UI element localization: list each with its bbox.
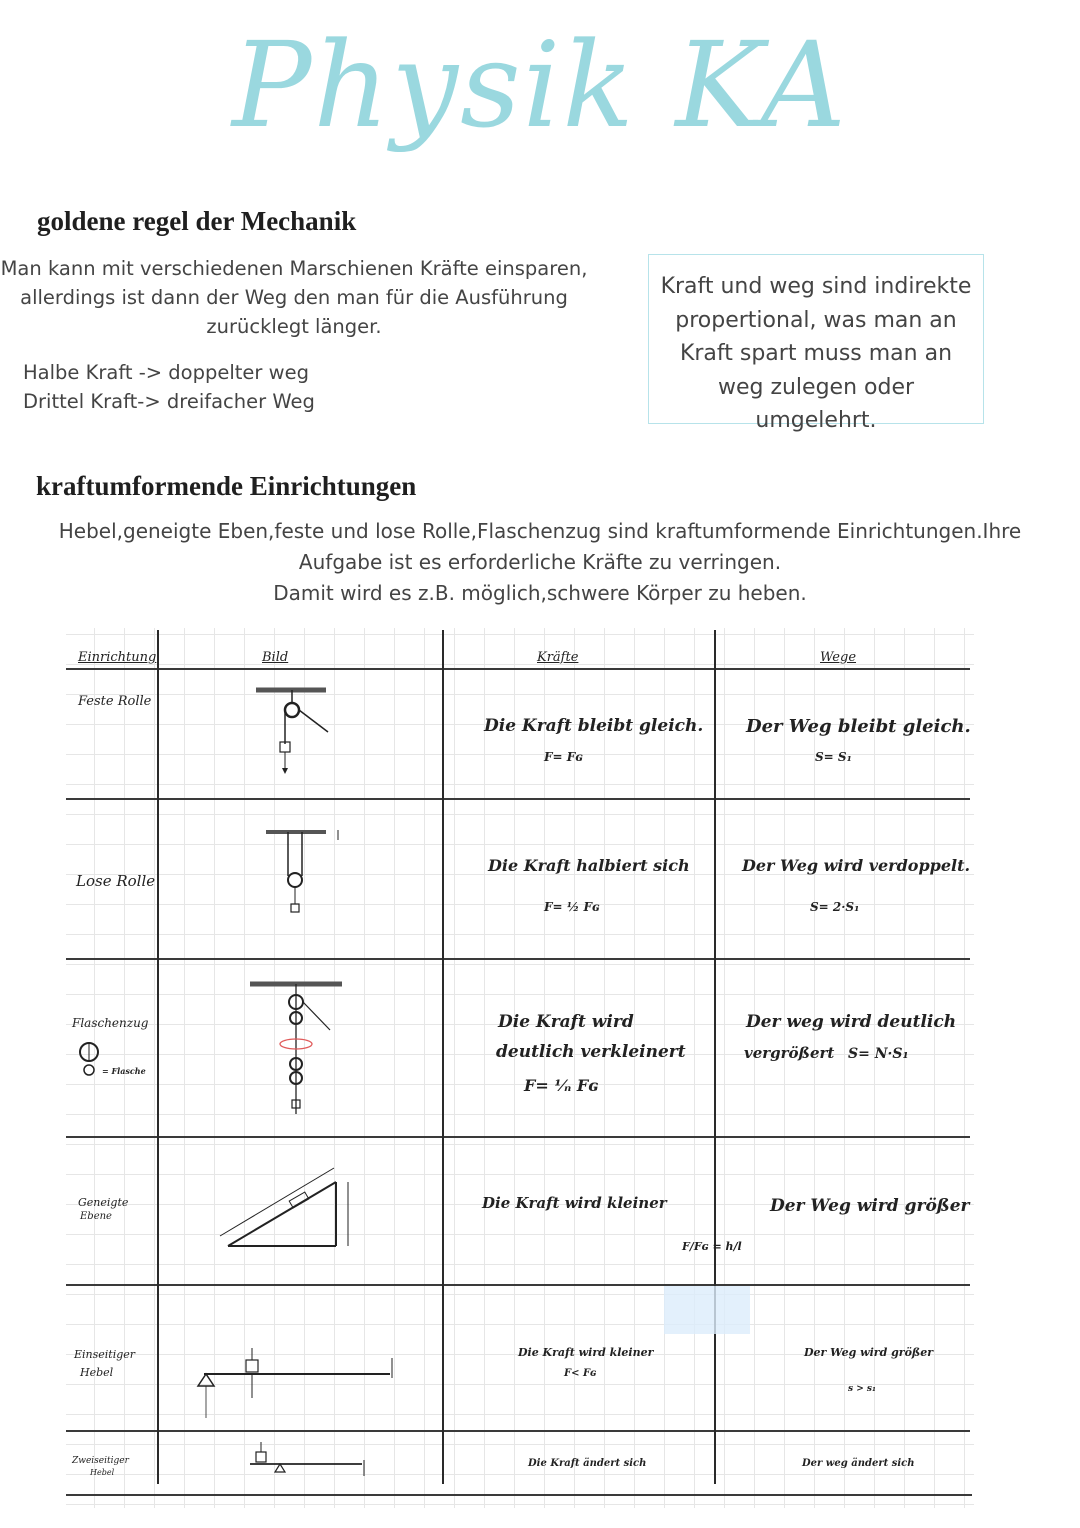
row-label-line2: Ebene xyxy=(80,1211,112,1222)
path-text: Der weg ändert sich xyxy=(802,1458,915,1469)
info-box-line: Kraft und weg sind indirekte xyxy=(660,274,972,299)
page-title: Physik KA xyxy=(232,16,848,154)
example-line: Halbe Kraft -> doppelter weg xyxy=(23,361,309,384)
paragraph-line: allerdings ist dann der Weg den man für die Ausführung xyxy=(20,286,568,309)
info-box-line: umgelehrt. xyxy=(755,408,877,433)
paragraph-line: Man kann mit verschiedenen Marschienen Kräfte einsparen, xyxy=(0,257,588,280)
table-column-rule xyxy=(442,630,444,1484)
force-text-line2: deutlich verkleinert xyxy=(496,1042,686,1062)
table-rule xyxy=(66,1430,970,1432)
row-label-line2: Hebel xyxy=(90,1468,115,1477)
force-formula: F< Fɢ xyxy=(564,1368,597,1379)
row-label: Feste Rolle xyxy=(78,694,152,709)
row-label: Einseitiger xyxy=(74,1348,136,1361)
force-text: Die Kraft ändert sich xyxy=(528,1458,647,1469)
path-text: Der weg wird deutlich xyxy=(746,1012,957,1032)
info-box xyxy=(648,254,984,433)
info-box-line: Kraft spart muss man an xyxy=(679,341,953,366)
path-text-line2: vergrößert xyxy=(744,1044,835,1062)
force-formula: F= Fɢ xyxy=(544,750,583,764)
force-formula: F= ½ Fɢ xyxy=(544,900,600,914)
table-rule xyxy=(66,1284,970,1286)
golden-rule-paragraph xyxy=(0,254,588,341)
highlight-mark xyxy=(664,1286,750,1334)
row-label: Lose Rolle xyxy=(76,872,156,890)
row-label-note: = Flasche xyxy=(102,1066,146,1076)
force-text: Die Kraft wird kleiner xyxy=(482,1194,667,1212)
path-formula: S= 2·S₁ xyxy=(810,900,860,914)
one-sided-lever-sketch xyxy=(194,1318,414,1428)
table-rule xyxy=(66,1494,972,1496)
pulley-block-icon xyxy=(78,1042,102,1082)
paragraph-line: Damit wird es z.B. möglich,schwere Körper zu heben. xyxy=(273,581,807,605)
paragraph-line: zurücklegt länger. xyxy=(206,315,382,338)
fixed-pulley-sketch xyxy=(246,684,356,784)
path-formula: S= S₁ xyxy=(815,750,852,764)
table-column-rule xyxy=(157,630,159,1484)
path-text: Der Weg wird größer xyxy=(804,1346,934,1359)
row-label-line2: Hebel xyxy=(80,1366,114,1379)
paragraph-line: Aufgabe ist es erforderliche Kräfte zu verringen. xyxy=(298,550,782,574)
column-header-device: Einrichtung xyxy=(78,650,157,665)
path-text: Der Weg wird größer xyxy=(770,1196,970,1216)
path-text: Der Weg bleibt gleich. xyxy=(746,716,971,737)
path-formula: s > s₁ xyxy=(848,1384,876,1394)
row-label: Geneigte xyxy=(78,1196,129,1209)
path-formula: S= N·S₁ xyxy=(848,1046,909,1062)
devices-table xyxy=(66,628,974,1508)
table-rule xyxy=(66,798,970,800)
column-header-forces: Kräfte xyxy=(537,650,579,665)
force-text: Die Kraft wird xyxy=(498,1012,634,1032)
table-rule xyxy=(66,1136,970,1138)
table-column-rule xyxy=(714,630,716,1484)
devices-paragraph xyxy=(0,516,1080,609)
force-text: Die Kraft halbiert sich xyxy=(488,856,690,875)
section-heading-devices: kraftumformende Einrichtungen xyxy=(36,471,417,501)
table-rule xyxy=(66,668,970,670)
example-line: Drittel Kraft-> dreifacher Weg xyxy=(23,390,315,413)
loose-pulley-sketch xyxy=(256,826,356,946)
row-label: Flaschenzug xyxy=(72,1016,149,1030)
two-sided-lever-sketch xyxy=(246,1436,386,1486)
force-text: Die Kraft bleibt gleich. xyxy=(484,716,704,736)
golden-rule-examples xyxy=(23,358,315,416)
paragraph-line: Hebel,geneigte Eben,feste und lose Rolle,Flaschenzug sind kraftumformende Einrichtungen.Ihre xyxy=(58,519,1022,543)
path-text: Der Weg wird verdoppelt. xyxy=(742,856,971,875)
info-box-line: propertional, was man an xyxy=(675,307,957,333)
row-label: Zweiseitiger xyxy=(72,1456,129,1466)
column-header-image: Bild xyxy=(262,650,289,665)
table-rule xyxy=(66,958,970,960)
force-formula: F= ¹⁄ₙ Fɢ xyxy=(524,1076,599,1095)
column-header-paths: Wege xyxy=(820,650,857,665)
inclined-plane-sketch xyxy=(214,1162,364,1262)
info-box-line: weg zulegen oder xyxy=(717,374,915,400)
force-formula: F/Fɢ = h/l xyxy=(682,1240,742,1253)
block-and-tackle-sketch xyxy=(246,978,376,1128)
force-text: Die Kraft wird kleiner xyxy=(518,1346,654,1359)
section-heading-golden-rule: goldene regel der Mechanik xyxy=(37,206,357,236)
